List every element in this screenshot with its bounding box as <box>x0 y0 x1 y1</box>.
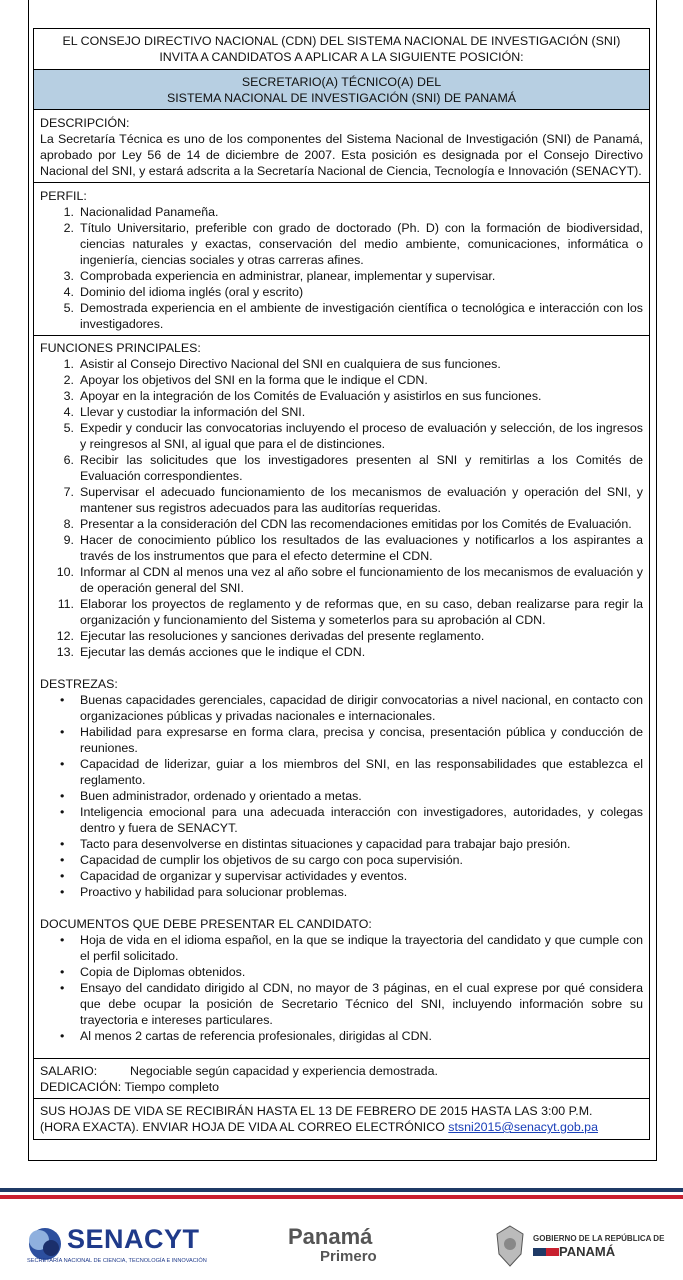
bullet: • <box>60 805 65 819</box>
documentos-item-text: Copia de Diplomas obtenidos. <box>80 965 246 979</box>
perfil-item <box>40 204 643 220</box>
cierre-line-2: (HORA EXACTA). ENVIAR HOJA DE VIDA AL CORREO ELECTRÓNICO <box>40 1120 449 1134</box>
salario-value: Negociable según capacidad y experiencia demostrada. <box>130 1064 438 1078</box>
cierre-section <box>34 1099 649 1139</box>
destrezas-item-text: Tacto para desenvolverse en distintas situaciones y capacidad para trabajar bajo presión. <box>80 837 571 851</box>
item-number: 6. <box>63 453 74 467</box>
funciones-item-text: Expedir y conducir las convocatorias incluyendo el proceso de evaluación y selección, de los ingresos y reingresos al SNI, al igual que para el de distinciones. <box>80 421 643 451</box>
header-line-1: EL CONSEJO DIRECTIVO NACIONAL (CDN) DEL SISTEMA NACIONAL DE INVESTIGACIÓN (SNI) <box>62 34 621 48</box>
item-number: 8. <box>63 517 74 531</box>
funciones-item <box>40 564 643 596</box>
funciones-item-text: Apoyar en la integración de los Comités de Evaluación y asistirlos en sus funciones. <box>80 389 542 403</box>
header-line-2: INVITA A CANDIDATOS A APLICAR A LA SIGUIENTE POSICIÓN: <box>159 50 524 64</box>
funciones-item <box>40 596 643 628</box>
destrezas-item-text: Inteligencia emocional para una adecuada interacción con investigadores, autoridades, y colegas dentro y fuera de SENACYT. <box>80 805 643 835</box>
documentos-item-text: Hoja de vida en el idioma español, en la que se indique la trayectoria del candidato y que cumple con el perfil solicitado. <box>80 933 643 963</box>
bullet: • <box>60 757 65 771</box>
perfil-item-text: Título Universitario, preferible con grado de doctorado (Ph. D) con la formación de biodiversidad, ciencias naturales y exactas, conservación del medio ambiente, comunicaciones, informática o ingeniería, ciencias sociales y otras carreras afines. <box>80 221 643 267</box>
perfil-section <box>34 183 649 336</box>
documentos-item-text: Al menos 2 cartas de referencia profesionales, dirigidas al CDN. <box>80 1029 432 1043</box>
destrezas-item <box>40 788 643 804</box>
bullet: • <box>60 869 65 883</box>
destrezas-item-text: Capacidad de liderizar, guiar a los miembros del SNI, en las responsabilidades que establezca el reglamento. <box>80 757 643 787</box>
perfil-item-text: Demostrada experiencia en el ambiente de investigación científica o tecnológica e interacción con los investigadores. <box>80 301 643 331</box>
coat-of-arms-icon <box>493 1224 527 1268</box>
perfil-item <box>40 284 643 300</box>
position-title <box>34 70 649 110</box>
bullet: • <box>60 933 65 947</box>
bullet: • <box>60 837 65 851</box>
senacyt-name: SENACYT <box>67 1224 200 1254</box>
documentos-list <box>40 932 643 1044</box>
funciones-item <box>40 516 643 532</box>
panama-primero-logo <box>288 1224 398 1270</box>
flag-stripes-icon <box>533 1248 559 1256</box>
bullet: • <box>60 965 65 979</box>
item-number: 9. <box>63 533 74 547</box>
destrezas-item <box>40 884 643 900</box>
bullet: • <box>60 725 65 739</box>
item-number: 2. <box>63 221 74 235</box>
gobierno-panama: PANAMÁ <box>559 1244 616 1259</box>
bullet: • <box>60 1029 65 1043</box>
bullet: • <box>60 853 65 867</box>
funciones-item-text: Presentar a la consideración del CDN las recomendaciones emitidas por los Comités de Evaluación. <box>80 517 632 531</box>
bullet: • <box>60 981 65 995</box>
item-number: 3. <box>63 389 74 403</box>
item-number: 1. <box>63 357 74 371</box>
destrezas-item <box>40 804 643 836</box>
perfil-item-text: Dominio del idioma inglés (oral y escrito) <box>80 285 304 299</box>
destrezas-item <box>40 852 643 868</box>
perfil-list <box>40 204 643 332</box>
item-number: 5. <box>63 301 74 315</box>
destrezas-item-text: Capacidad de organizar y supervisar actividades y eventos. <box>80 869 408 883</box>
header-section <box>34 29 649 70</box>
gobierno-logo <box>493 1222 663 1272</box>
position-line-1: SECRETARIO(A) TÉCNICO(A) DEL <box>241 75 442 89</box>
funciones-item-text: Recibir las solicitudes que los investigadores presenten al SNI y remitirlas a los Comités de Evaluación correspondientes. <box>80 453 643 483</box>
item-number: 3. <box>63 269 74 283</box>
funciones-item <box>40 372 643 388</box>
destrezas-item <box>40 868 643 884</box>
destrezas-title: DESTREZAS: <box>40 677 118 691</box>
funciones-item <box>40 644 643 660</box>
documentos-item-text: Ensayo del candidato dirigido al CDN, no mayor de 3 páginas, en el cual exprese por qué considera que debe ocupar la posición de Secretario Técnico del SNI, incluyendo información sobre su trayectoria e intereses particulares. <box>80 981 643 1027</box>
documentos-item <box>40 932 643 964</box>
perfil-item-text: Nacionalidad Panameña. <box>80 205 219 219</box>
cierre-line-1: SUS HOJAS DE VIDA SE RECIBIRÁN HASTA EL 13 DE FEBRERO DE 2015 HASTA LAS 3:00 P.M. <box>40 1104 593 1118</box>
descripcion-text: La Secretaría Técnica es uno de los componentes del Sistema Nacional de Investigación (SNI) de Panamá, aprobado por Ley 56 de 14 de diciembre de 2007. Esta posición es designada por el Consejo Directivo Nacional del SNI, y estará adscrita a la Secretaría Nacional de Ciencia, Tecnología e Innovación (SENACYT). <box>40 132 643 178</box>
funciones-item-text: Ejecutar las resoluciones y sanciones derivadas del presente reglamento. <box>80 629 485 643</box>
item-number: 4. <box>63 405 74 419</box>
funciones-item <box>40 420 643 452</box>
item-number: 2. <box>63 373 74 387</box>
funciones-item <box>40 628 643 644</box>
funciones-item-text: Elaborar los proyectos de reglamento y de reformas que, en su caso, deban realizarse para regir la organización y funcionamiento del Sistema y someterlos para su aprobación al CDN. <box>80 597 643 627</box>
perfil-item <box>40 268 643 284</box>
primero-word: Primero <box>320 1248 377 1265</box>
footer <box>0 1210 683 1280</box>
announcement-box <box>33 28 650 1140</box>
item-number: 7. <box>63 485 74 499</box>
perfil-title: PERFIL: <box>40 189 87 203</box>
bullet: • <box>60 789 65 803</box>
dedicacion-value: Tiempo completo <box>124 1080 220 1094</box>
item-number: 12. <box>56 629 74 643</box>
senacyt-globe-icon <box>25 1224 69 1262</box>
destrezas-item <box>40 692 643 724</box>
panama-word: Panamá <box>288 1224 373 1249</box>
funciones-item <box>40 484 643 516</box>
destrezas-item-text: Buen administrador, ordenado y orientado a metas. <box>80 789 362 803</box>
documentos-title: DOCUMENTOS QUE DEBE PRESENTAR EL CANDIDATO: <box>40 917 372 931</box>
funciones-item <box>40 388 643 404</box>
dedicacion-label: DEDICACIÓN: <box>40 1080 122 1094</box>
bullet: • <box>60 885 65 899</box>
descripcion-section <box>34 110 649 183</box>
destrezas-item-text: Capacidad de cumplir los objetivos de su cargo con poca supervisión. <box>80 853 463 867</box>
funciones-item-text: Supervisar el adecuado funcionamiento de los mecanismos de evaluación y operación del SNI, y mantener sus registros adecuados para las auditorías requeridas. <box>80 485 643 515</box>
funciones-list <box>40 356 643 660</box>
funciones-section <box>34 336 649 1059</box>
salario-label: SALARIO: <box>40 1064 98 1078</box>
destrezas-item <box>40 756 643 788</box>
perfil-item-text: Comprobada experiencia en administrar, planear, implementar y supervisar. <box>80 269 496 283</box>
perfil-item <box>40 300 643 332</box>
senacyt-tagline: SECRETARÍA NACIONAL DE CIENCIA, TECNOLOGÍA E INNOVACIÓN <box>27 1258 207 1264</box>
destrezas-item-text: Proactivo y habilidad para solucionar problemas. <box>80 885 348 899</box>
funciones-item <box>40 452 643 484</box>
documentos-item <box>40 980 643 1028</box>
funciones-item-text: Ejecutar las demás acciones que le indique el CDN. <box>80 645 366 659</box>
email-link[interactable]: stsni2015@senacyt.gob.pa <box>448 1120 598 1134</box>
funciones-item <box>40 532 643 564</box>
descripcion-title: DESCRIPCIÓN: <box>40 116 130 130</box>
funciones-item-text: Hacer de conocimiento público los resultados de las evaluaciones y notificarlos a los aspirantes a través de los instrumentos que para el efecto determine el CDN. <box>80 533 643 563</box>
item-number: 1. <box>63 205 74 219</box>
item-number: 13. <box>56 645 74 659</box>
destrezas-item <box>40 724 643 756</box>
item-number: 10. <box>56 565 74 579</box>
salario-section <box>34 1059 649 1099</box>
destrezas-item-text: Buenas capacidades gerenciales, capacidad de dirigir convocatorias a nivel nacional, en contacto con organizaciones públicas y privadas nacionales e internacionales. <box>80 693 643 723</box>
item-number: 11. <box>57 597 74 611</box>
funciones-title: FUNCIONES PRINCIPALES: <box>40 341 201 355</box>
funciones-item-text: Informar al CDN al menos una vez al año sobre el funcionamiento de los mecanismos de evaluación y de operación general del SNI. <box>80 565 643 595</box>
documentos-item <box>40 964 643 980</box>
funciones-item <box>40 404 643 420</box>
funciones-item-text: Apoyar los objetivos del SNI en la forma que le indique el CDN. <box>80 373 428 387</box>
position-line-2: SISTEMA NACIONAL DE INVESTIGACIÓN (SNI) DE PANAMÁ <box>166 91 517 105</box>
item-number: 4. <box>63 285 74 299</box>
perfil-item <box>40 220 643 268</box>
senacyt-logo <box>25 1222 207 1272</box>
item-number: 5. <box>63 421 74 435</box>
funciones-item <box>40 356 643 372</box>
destrezas-item-text: Habilidad para expresarse en forma clara, precisa y concisa, presentación pública y conducción de reuniones. <box>80 725 643 755</box>
documentos-item <box>40 1028 643 1044</box>
destrezas-list <box>40 692 643 900</box>
bullet: • <box>60 693 65 707</box>
destrezas-item <box>40 836 643 852</box>
footer-stripes <box>0 1188 683 1199</box>
funciones-item-text: Llevar y custodiar la información del SNI. <box>80 405 306 419</box>
gobierno-line: GOBIERNO DE LA REPÚBLICA DE <box>533 1234 665 1243</box>
funciones-item-text: Asistir al Consejo Directivo Nacional del SNI en cualquiera de sus funciones. <box>80 357 501 371</box>
